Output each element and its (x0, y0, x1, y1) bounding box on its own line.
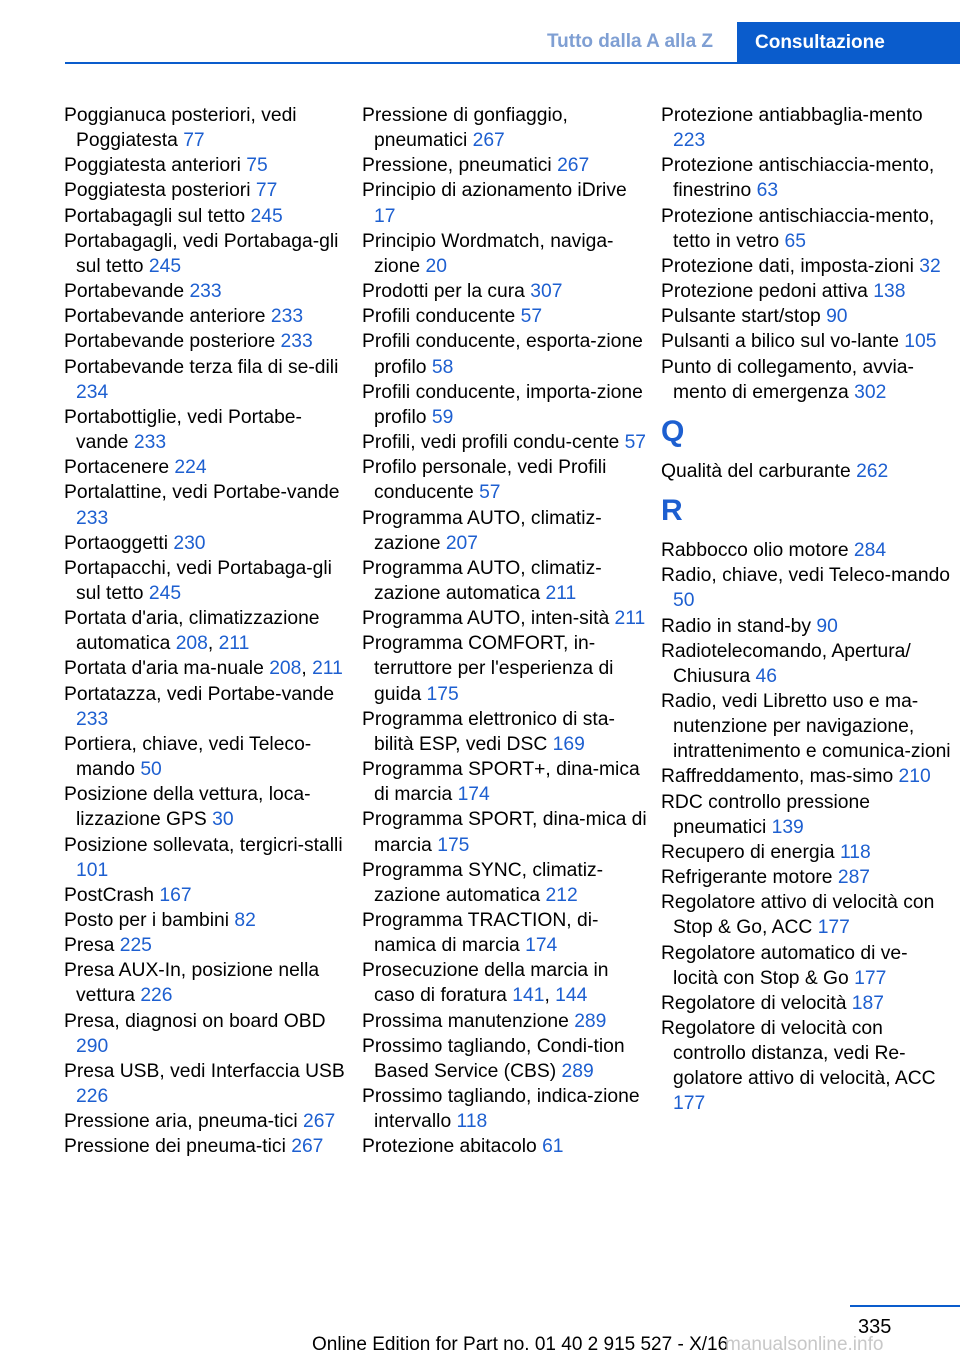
index-entry (64, 204, 354, 229)
page-ref-link[interactable]: 267 (303, 1111, 336, 1133)
index-entry (362, 908, 652, 958)
index-entry-text: Radio, vedi Libretto uso e ma-nutenzione per navigazione, intrattenimento e comunica-zioni (661, 690, 951, 763)
index-entry (661, 639, 951, 689)
page-ref-link[interactable]: 174 (525, 935, 558, 957)
index-entry-text: Programma COMFORT, in-terruttore per l'esperienza di guida (362, 633, 614, 705)
page-ref-link[interactable]: 167 (159, 884, 192, 906)
page-ref-link[interactable]: 101 (76, 859, 109, 881)
page-ref-link[interactable]: 208 (269, 658, 302, 680)
index-entry (362, 1009, 652, 1034)
page-ref-link[interactable]: 284 (853, 540, 887, 562)
page-ref-link[interactable]: 177 (673, 1093, 706, 1115)
page-ref-link[interactable]: 46 (755, 665, 777, 687)
index-entry (661, 840, 951, 865)
page-ref-link[interactable]: 90 (826, 306, 848, 328)
index-entry (64, 103, 354, 153)
page-ref-link[interactable]: 177 (854, 967, 887, 989)
page-ref-link[interactable]: 289 (561, 1060, 594, 1082)
index-entry (362, 631, 652, 706)
page-ref-link[interactable]: 233 (76, 708, 109, 730)
index-entry-text: Portapacchi, vedi Portabaga-gli sul tetto (64, 557, 332, 604)
page-ref-link[interactable]: 57 (520, 306, 543, 328)
index-entry (64, 455, 354, 480)
index-entry (362, 506, 652, 556)
index-entry-text: Posizione della vettura, loca-lizzazione GPS (64, 784, 311, 831)
page-ref-link[interactable]: 245 (250, 205, 283, 227)
index-entry (64, 405, 354, 455)
index-entry-text: Presa AUX-In, posizione nella vettura (64, 960, 320, 1007)
page-ref-link[interactable]: 57 (479, 482, 501, 504)
index-entry-text: Programma AUTO, inten-sità (362, 608, 610, 630)
index-entry (362, 329, 652, 379)
page-ref-link[interactable]: 267 (472, 130, 505, 152)
page-ref-link[interactable]: 141 (512, 985, 545, 1007)
index-entry-text: Rabbocco olio motore (661, 540, 849, 562)
index-entry: Prosecuzione della marcia in caso di foratura 141, 144 (362, 960, 609, 1007)
index-entry (661, 538, 951, 563)
index-entry-text: Protezione antischiaccia-mento, finestrino (661, 155, 935, 202)
index-entry-text: Portalattine, vedi Portabe-vande (64, 482, 340, 504)
index-entry (362, 807, 652, 857)
index-entry-text: Portabevande (64, 281, 185, 303)
page-ref-link[interactable]: 175 (437, 834, 470, 856)
index-entry (64, 1059, 354, 1109)
page-ref-link[interactable]: 211 (312, 658, 343, 680)
index-entry (661, 254, 951, 279)
index-entry-text: Raffreddamento, mas-simo (661, 766, 894, 788)
index-entry-text: Prossimo tagliando, indica-zione intervallo (362, 1086, 640, 1133)
page-ref-link[interactable]: 245 (148, 582, 182, 604)
index-entry-text: Profilo personale, vedi Profili conducente (362, 457, 607, 504)
index-entry-text: Portiera, chiave, vedi Teleco-mando (64, 733, 312, 781)
page-ref-link[interactable]: 290 (76, 1035, 109, 1057)
index-column-3 (661, 103, 951, 1117)
header-chapter-tab: Consultazione (737, 22, 960, 64)
page-ref-link[interactable]: 144 (555, 985, 588, 1007)
page-ref-link[interactable]: 233 (76, 507, 109, 529)
index-entry-text: Protezione antiabbaglia-mento (661, 105, 923, 126)
index-entry (64, 279, 354, 304)
index-entry-text: Presa, diagnosi on board OBD (64, 1010, 326, 1032)
page-ref-link[interactable]: 212 (545, 884, 578, 906)
index-entry-text: Presa USB, vedi Interfaccia USB (64, 1060, 345, 1082)
index-entry-text: Portata d'aria ma-nuale (64, 658, 264, 680)
index-entry (64, 355, 354, 405)
page-ref-link[interactable]: 224 (174, 457, 207, 479)
page-ref-link[interactable]: 225 (119, 935, 152, 957)
index-entry-text: Regolatore attivo di velocità con Stop & Go, ACC (661, 892, 935, 939)
index-entry (362, 229, 652, 279)
index-entry (362, 455, 652, 505)
index-entry (362, 757, 652, 807)
index-entry (661, 459, 951, 484)
index-letter-heading: R (661, 494, 683, 528)
page-ref-link[interactable]: 262 (856, 460, 889, 482)
index-column-2 (362, 103, 652, 1160)
header-section-title: Tutto dalla A alla Z (546, 31, 714, 52)
page-ref-link[interactable]: 138 (873, 281, 906, 303)
page-number: 335 (858, 1316, 892, 1338)
index-entry-text: PostCrash (64, 884, 155, 906)
index-entry (64, 329, 354, 354)
index-entry (362, 1034, 652, 1084)
page-ref-link[interactable]: 50 (140, 759, 162, 781)
index-entry-text: Programma SPORT, dina-mica di marcia (362, 809, 647, 856)
page-ref-link[interactable]: 234 (76, 381, 109, 403)
page-ref-link[interactable]: 302 (854, 381, 887, 403)
page-ref-link[interactable]: 267 (557, 155, 590, 177)
index-entry-text: Pulsante start/stop (661, 306, 821, 328)
index-entry (661, 563, 951, 613)
index-entry-text: Portabevande terza fila di se-dili (64, 356, 339, 378)
page-ref-link[interactable]: 139 (771, 816, 804, 838)
index-entry (362, 430, 652, 455)
page-ref-link[interactable]: 32 (919, 255, 941, 277)
page-ref-link[interactable]: 118 (456, 1111, 488, 1133)
index-entry (362, 153, 652, 178)
page-ref-link[interactable]: 233 (280, 331, 313, 353)
page-ref-link[interactable]: 105 (904, 331, 937, 353)
index-entry (64, 229, 354, 279)
index-entry: Portata d'aria ma-nuale 208, 211 (64, 658, 343, 680)
page-ref-link[interactable]: 50 (673, 590, 695, 612)
index-entry-text: Prodotti per la cura (362, 281, 525, 303)
index-entry (661, 890, 951, 940)
index-entry-text: Principio di azionamento iDrive (362, 180, 627, 202)
index-entry-text: Prosecuzione della marcia in caso di foratura (362, 960, 609, 1007)
index-entry-text: Profili conducente, importa-zione profilo (362, 381, 643, 428)
index-entry (362, 279, 652, 304)
index-entry-text: Radio, chiave, vedi Teleco-mando (661, 565, 951, 587)
index-entry (64, 833, 354, 883)
index-entry-text: Posto per i bambini (64, 910, 230, 931)
index-entry-text: Portata d'aria, climatizzazione automatica (64, 608, 320, 655)
index-entry (661, 1016, 951, 1117)
index-entry (362, 1084, 652, 1134)
index-entry-text: Portacenere (64, 457, 170, 479)
page-ref-link[interactable]: 226 (76, 1086, 109, 1108)
page-ref-link[interactable]: 175 (426, 683, 459, 705)
index-entry (362, 1134, 652, 1159)
index-entry: Portata d'aria, climatizzazione automatica 208, 211 (64, 608, 320, 655)
page-ref-link[interactable]: 59 (431, 406, 454, 428)
page-ref-link[interactable]: 65 (784, 230, 806, 252)
index-entry-text: Refrigerante motore (661, 867, 833, 889)
page-ref-link[interactable]: 61 (542, 1136, 564, 1158)
page-ref-link[interactable]: 233 (133, 432, 167, 454)
index-entry (64, 1109, 354, 1134)
index-entry-text: Protezione pedoni attiva (661, 281, 868, 303)
index-letter-heading: Q (661, 414, 685, 448)
index-entry (64, 1009, 354, 1059)
index-entry (64, 531, 354, 556)
index-entry (64, 178, 354, 203)
page-ref-link[interactable]: 77 (183, 130, 205, 152)
index-entry (64, 682, 354, 732)
index-entry (661, 355, 951, 405)
index-entry-text: RDC controllo pressione pneumatici (661, 791, 870, 838)
index-entry-text: Portaoggetti (64, 532, 168, 554)
page-ref-link[interactable]: 20 (425, 255, 447, 277)
index-entry (661, 689, 951, 764)
index-entry (64, 153, 354, 178)
index-entry-text: Prossimo tagliando, Condi-tion Based Service (CBS) (362, 1035, 625, 1082)
index-entry-text: Regolatore automatico di ve-locità con Stop & Go (661, 942, 908, 989)
page-ref-link[interactable]: 233 (189, 281, 222, 303)
index-entry-text: Pressione aria, pneuma-tici (64, 1111, 298, 1133)
index-entry (661, 204, 951, 254)
page-ref-link[interactable]: 118 (840, 841, 871, 863)
index-entry (362, 380, 652, 430)
index-entry (64, 933, 354, 958)
page-ref-link[interactable]: 75 (246, 155, 268, 177)
page-ref-link[interactable]: 223 (673, 130, 706, 152)
index-entry-text: Principio Wordmatch, naviga-zione (362, 230, 614, 277)
index-entry (362, 858, 652, 908)
index-entry-text: Portabevande posteriore (64, 331, 276, 353)
index-entry-text: Poggiatesta anteriori (64, 155, 241, 177)
index-entry-text: Programma SPORT+, dina-mica di marcia (362, 759, 640, 806)
index-entry-text: Poggiatesta posteriori (64, 180, 251, 202)
index-entry (661, 764, 951, 789)
page-ref-link[interactable]: 17 (374, 205, 396, 227)
index-entry-text: Portatazza, vedi Portabe-vande (64, 683, 335, 705)
index-entry-text: Pressione, pneumatici (362, 155, 552, 177)
index-entry (362, 556, 652, 606)
index-entry-text: Programma TRACTION, di-namica di marcia (362, 910, 599, 957)
page-ref-link[interactable]: 245 (148, 255, 182, 277)
index-entry (64, 732, 354, 782)
index-entry (661, 103, 951, 153)
index-entry (362, 606, 652, 631)
index-entry-text: Programma elettronico di sta-bilità ESP, vedi DSC (362, 708, 615, 755)
index-entry (661, 614, 951, 639)
index-entry (64, 782, 354, 832)
index-entry-text: Prossima manutenzione (362, 1010, 569, 1032)
page-ref-link[interactable]: 174 (457, 784, 490, 806)
index-entry-text: Programma AUTO, climatiz-zazione (362, 507, 602, 554)
index-entry-text: Portabagagli, vedi Portabaga-gli sul tetto (64, 230, 339, 277)
index-entry-text: Presa (64, 935, 115, 957)
index-entry (661, 304, 951, 329)
index-entry-text: Pressione dei pneuma-tici (64, 1136, 286, 1158)
index-entry (362, 304, 652, 329)
page-ref-link[interactable]: 63 (756, 180, 779, 202)
index-entry (362, 707, 652, 757)
page-ref-link[interactable]: 90 (816, 615, 838, 637)
page-ref-link[interactable]: 82 (234, 910, 256, 931)
page-ref-link[interactable]: 211 (545, 582, 577, 604)
index-entry (64, 304, 354, 329)
index-entry (661, 991, 951, 1016)
index-entry-text: Radio in stand-by (661, 615, 812, 637)
index-entry (661, 941, 951, 991)
index-entry (661, 790, 951, 840)
index-entry-text: Profili, vedi profili condu-cente (362, 432, 620, 454)
index-entry-text: Programma SYNC, climatiz-zazione automatica (362, 859, 604, 906)
page-ref-link[interactable]: 230 (173, 532, 206, 554)
index-entry (64, 958, 354, 1008)
page-ref-link[interactable]: 208 (175, 633, 208, 655)
page-ref-link[interactable]: 187 (851, 992, 884, 1014)
page-ref-link[interactable]: 267 (291, 1136, 324, 1158)
index-entry-text: Regolatore di velocità con controllo distanza, vedi Re-golatore attivo di velocità, ACC (661, 1018, 936, 1090)
edition-note: Online Edition for Part no. 01 40 2 915 527 - X/16 (312, 1334, 729, 1355)
index-entry-text: Profili conducente, esporta-zione profilo (362, 331, 643, 378)
index-entry (362, 103, 652, 153)
page-ref-link[interactable]: 287 (837, 867, 871, 889)
index-entry (64, 556, 354, 606)
index-entry-text: Recupero di energia (661, 841, 835, 863)
index-entry-text: Pressione di gonfiaggio, pneumatici (362, 105, 568, 152)
page-ref-link[interactable]: 210 (898, 766, 931, 788)
index-entry-text: Poggianuca posteriori, vedi Poggiatesta (64, 105, 297, 152)
index-entry-text: Punto di collegamento, avvia-mento di emergenza (661, 356, 914, 403)
index-entry-text: Portabottiglie, vedi Portabe-vande (64, 406, 302, 454)
index-entry (362, 178, 652, 228)
index-entry-text: Portabevande anteriore (64, 306, 266, 328)
index-entry-text: Profili conducente (362, 306, 516, 328)
index-column-1 (64, 103, 354, 1160)
index-entry (661, 279, 951, 304)
page-ref-link[interactable]: 307 (530, 281, 563, 303)
page-ref-link[interactable]: 77 (255, 180, 278, 202)
index-entry (64, 480, 354, 530)
page-ref-link[interactable]: 57 (624, 432, 647, 454)
index-entry-text: Protezione dati, imposta-zioni (661, 255, 914, 277)
index-entry-text: Pulsanti a bilico sul vo-lante (661, 331, 899, 353)
index-entry-text: Qualità del carburante (661, 460, 851, 482)
page-ref-link[interactable]: 30 (212, 809, 234, 831)
page-ref-link[interactable]: 211 (614, 608, 646, 630)
page-ref-link[interactable]: 177 (817, 917, 850, 939)
page-ref-link[interactable]: 233 (270, 306, 304, 328)
index-entry-text: Portabagagli sul tetto (64, 205, 246, 227)
page-ref-link[interactable]: 58 (431, 356, 454, 378)
index-entry-text: Radiotelecomando, Apertura/ Chiusura (661, 640, 911, 687)
index-entry-text: Programma AUTO, climatiz-zazione automatica (362, 557, 602, 604)
page-ref-link[interactable]: 169 (552, 733, 585, 755)
index-entry-text: Protezione abitacolo (362, 1136, 537, 1158)
index-entry (64, 908, 354, 933)
footer-rule (850, 1305, 960, 1307)
index-entry (661, 153, 951, 203)
page-ref-link[interactable]: 289 (574, 1010, 607, 1032)
index-entry-text: Regolatore di velocità (661, 992, 847, 1014)
page-ref-link[interactable]: 207 (445, 532, 478, 554)
index-entry-text: Posizione sollevata, tergicri-stalli (64, 834, 343, 856)
index-entry-text: Protezione antischiaccia-mento, tetto in vetro (661, 205, 935, 252)
watermark: manualsonline.info (725, 1334, 884, 1355)
page-ref-link[interactable]: 211 (218, 633, 250, 655)
index-entry (64, 883, 354, 908)
index-entry (661, 329, 951, 354)
index-entry (661, 865, 951, 890)
page-ref-link[interactable]: 226 (140, 985, 173, 1007)
index-entry (64, 1134, 354, 1159)
